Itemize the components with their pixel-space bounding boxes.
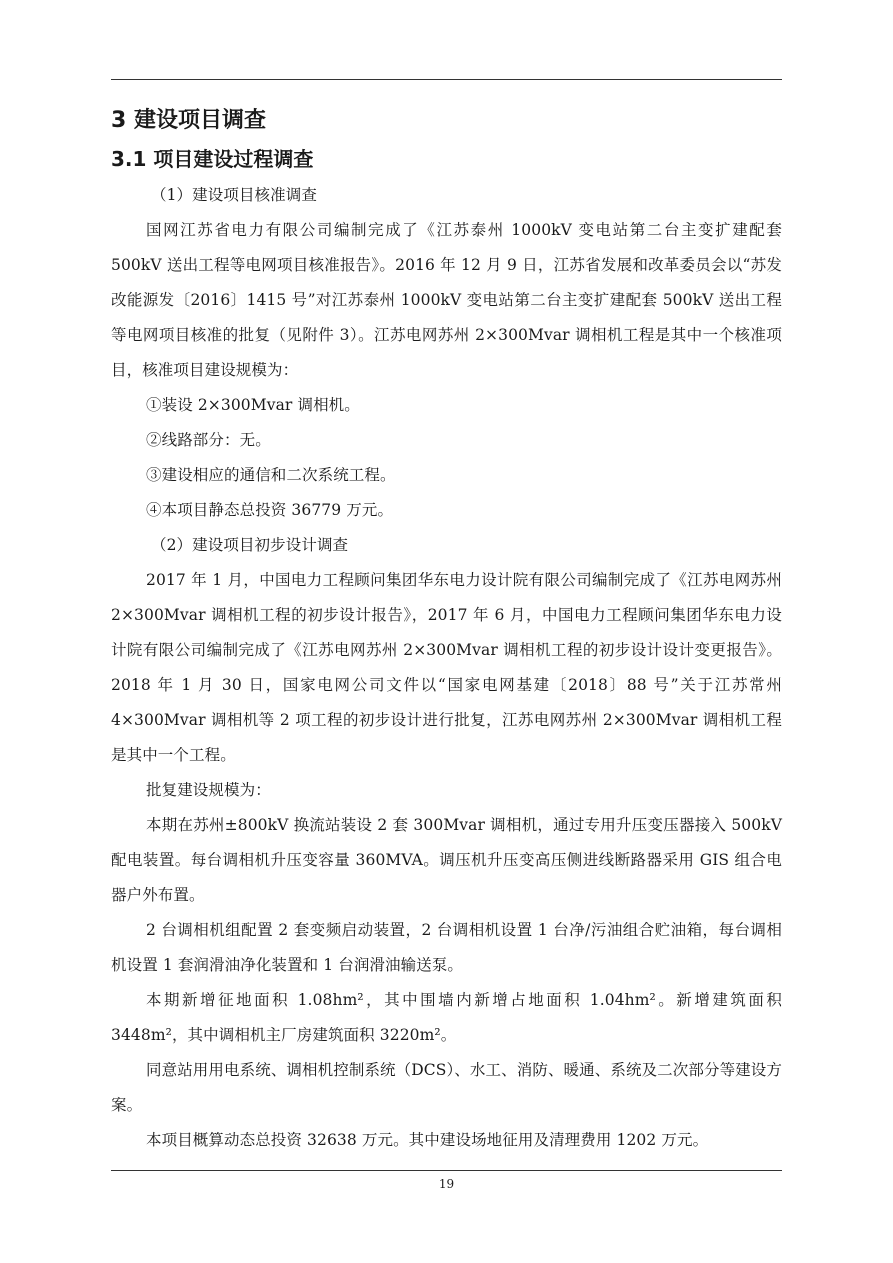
paragraph-approval: 国网江苏省电力有限公司编制完成了《江苏泰州 1000kV 变电站第二台主变扩建配套 500kV 送出工程等电网项目核准报告》。2016 年 12 月 9 日，江苏省发展和改革委员会以“苏发改能源发〔2016〕1415 号”对江苏泰州 1000kV 变电站第二台主变扩建配套 500kV 送出工程等电网项目核准的批复（见附件 3）。江苏电网苏州 2×300Mvar 调相机工程是其中一个核准项目，核准项目建设规模为： (111, 221, 782, 379)
page-content (111, 102, 782, 1158)
list-item: ④本项目静态总投资 36779 万元。 (146, 501, 394, 519)
list-item: ②线路部分：无。 (146, 431, 271, 449)
header-rule (111, 79, 782, 80)
page-number: 19 (438, 1177, 455, 1191)
paragraph-units: 2 台调相机组配置 2 套变频启动装置，2 台调相机设置 1 台净/污油组合贮油箱，每台调相机设置 1 套润滑油净化装置和 1 台润滑油输送泵。 (111, 921, 782, 974)
paragraph-scale: 本期在苏州±800kV 换流站装设 2 套 300Mvar 调相机，通过专用升压变压器接入 500kV 配电装置。每台调相机升压变容量 360MVA。调压机升压变高压侧进线断路器采用 GIS 组合电器户外布置。 (111, 816, 782, 904)
paragraph-scale-intro: 批复建设规模为： (146, 781, 271, 799)
list-item: ③建设相应的通信和二次系统工程。 (146, 466, 396, 484)
footer-rule (111, 1170, 782, 1171)
subsection-heading: 3.1 项目建设过程调查 (111, 147, 314, 171)
section-heading: 3 建设项目调查 (111, 108, 266, 133)
paragraph-preliminary-design: 2017 年 1 月，中国电力工程顾问集团华东电力设计院有限公司编制完成了《江苏电网苏州 2×300Mvar 调相机工程的初步设计报告》，2017 年 6 月，中国电力工程顾问集团华东电力设计院有限公司编制完成了《江苏电网苏州 2×300Mvar 调相机工程的初步设计设计变更报告》。2018 年 1 月 30 日，国家电网公司文件以“国家电网基建〔2018〕88 号”关于江苏常州 4×300Mvar 调相机等 2 项工程的初步设计进行批复，江苏电网苏州 2×300Mvar 调相机工程是其中一个工程。 (111, 571, 782, 764)
sub-heading-approval: （1）建设项目核准调查 (151, 186, 317, 204)
paragraph-area: 本期新增征地面积 1.08hm²，其中围墙内新增占地面积 1.04hm²。新增建筑面积 3448m²，其中调相机主厂房建筑面积 3220m²。 (111, 991, 782, 1044)
paragraph-systems: 同意站用用电系统、调相机控制系统（DCS）、水工、消防、暖通、系统及二次部分等建设方案。 (111, 1061, 782, 1114)
paragraph-investment: 本项目概算动态总投资 32638 万元。其中建设场地征用及清理费用 1202 万元。 (146, 1131, 709, 1149)
sub-heading-preliminary-design: （2）建设项目初步设计调查 (151, 536, 349, 554)
list-item: ①装设 2×300Mvar 调相机。 (146, 396, 360, 414)
